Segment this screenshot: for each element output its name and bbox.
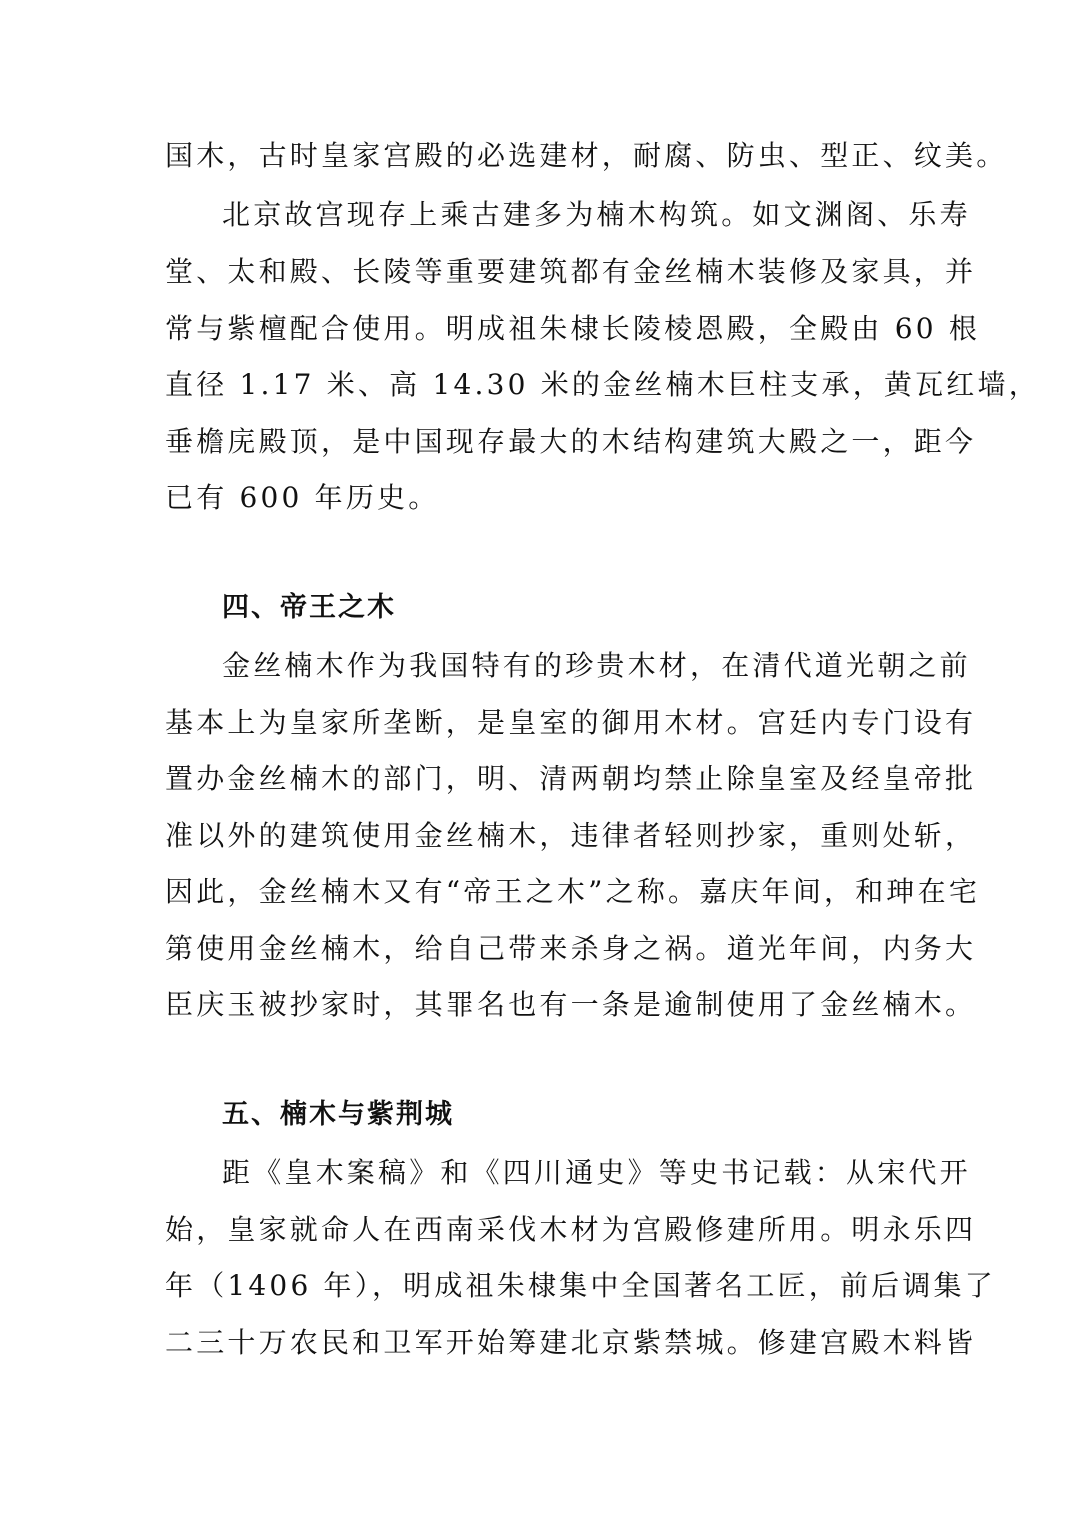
paragraph-line: 年（1406 年），明成祖朱棣集中全国著名工匠，前后调集了 [165, 1269, 996, 1302]
paragraph-line: 国木，古时皇家宫殿的必选建材，耐腐、防虫、型正、纹美。 [165, 139, 1008, 172]
paragraph-line: 臣庆玉被抄家时，其罪名也有一条是逾制使用了金丝楠木。 [165, 988, 977, 1021]
paragraph-line: 已有 600 年历史。 [165, 481, 440, 514]
paragraph-line: 始，皇家就命人在西南采伐木材为宫殿修建所用。明永乐四 [165, 1213, 977, 1246]
paragraph-line: 垂檐庑殿顶，是中国现存最大的木结构建筑大殿之一，距今 [165, 425, 977, 458]
paragraph-line: 基本上为皇家所垄断，是皇室的御用木材。宫廷内专门设有 [165, 706, 977, 739]
paragraph-line: 直径 1.17 米、高 14.30 米的金丝楠木巨柱支承，黄瓦红墙， [165, 368, 1040, 401]
paragraph-line: 准以外的建筑使用金丝楠木，违律者轻则抄家，重则处斩， [165, 819, 977, 852]
paragraph-line: 堂、太和殿、长陵等重要建筑都有金丝楠木装修及家具，并 [165, 255, 977, 288]
paragraph-line: 二三十万农民和卫军开始筹建北京紫禁城。修建宫殿木料皆 [165, 1326, 977, 1359]
paragraph-line: 置办金丝楠木的部门，明、清两朝均禁止除皇室及经皇帝批 [165, 762, 977, 795]
paragraph-line: 北京故宫现存上乘古建多为楠木构筑。如文渊阁、乐寿 [222, 198, 971, 231]
paragraph-line: 常与紫檀配合使用。明成祖朱棣长陵棱恩殿，全殿由 60 根 [165, 312, 981, 345]
section-heading: 四、帝王之木 [222, 592, 396, 623]
section-heading: 五、楠木与紫荆城 [222, 1099, 454, 1130]
paragraph-line: 因此，金丝楠木又有“帝王之木”之称。嘉庆年间，和珅在宅 [165, 875, 981, 908]
paragraph-line: 距《皇木案稿》和《四川通史》等史书记载：从宋代开 [222, 1156, 971, 1189]
paragraph-line: 金丝楠木作为我国特有的珍贵木材，在清代道光朝之前 [222, 649, 971, 682]
paragraph-line: 第使用金丝楠木，给自己带来杀身之祸。道光年间，内务大 [165, 932, 977, 965]
